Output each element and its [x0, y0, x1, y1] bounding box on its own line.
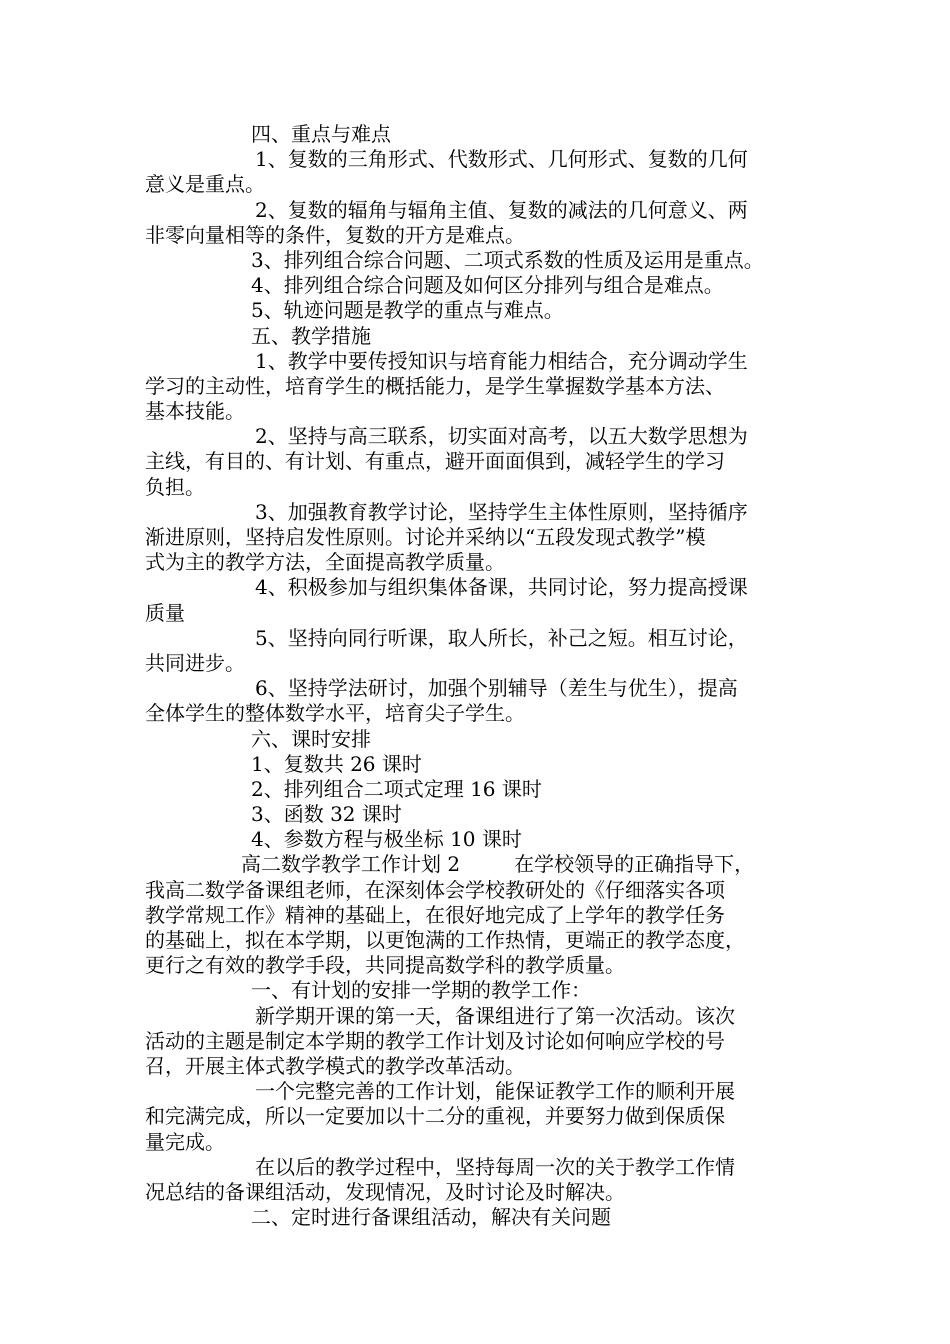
paragraph-line: 更行之有效的教学手段，共同提高数学科的教学质量。 — [145, 953, 625, 978]
paragraph-text: 在学校领导的正确指导下， — [514, 852, 755, 877]
document-body — [145, 122, 820, 1230]
paragraph-line: 基本技能。 — [145, 399, 245, 424]
paragraph-line: 活动的主题是制定本学期的教学工作计划及讨论如何响应学校的号 — [145, 1028, 725, 1053]
section-heading: 五、教学措施 — [251, 323, 371, 348]
paragraph-line: 量完成。 — [145, 1129, 225, 1154]
paragraph-line: 主线，有目的、有计划、有重点，避开面面俱到，减轻学生的学习 — [145, 449, 725, 474]
paragraph-line: 式为主的教学方法，全面提高教学质量。 — [145, 550, 505, 575]
paragraph-line: 新学期开课的第一天，备课组进行了第一次活动。该次 — [255, 1003, 735, 1028]
paragraph-line: 5、坚持向同行听课，取人所长，补己之短。相互讨论， — [255, 625, 748, 650]
plan-title: 高二数学教学工作计划 2 — [241, 852, 461, 877]
paragraph-line: 2、坚持与高三联系，切实面对高考，以五大数学思想为 — [255, 424, 748, 449]
paragraph-line: 2、排列组合二项式定理 16 课时 — [251, 776, 542, 801]
plan-title-line — [145, 852, 820, 877]
paragraph-line: 1、复数共 26 课时 — [251, 751, 422, 776]
section-heading: 六、课时安排 — [251, 726, 371, 751]
paragraph-line: 渐进原则，坚持启发性原则。讨论并采纳以“五段发现式教学”模 — [145, 525, 706, 549]
paragraph-line: 共同进步。 — [145, 650, 245, 675]
paragraph-line: 召，开展主体式教学模式的教学改革活动。 — [145, 1053, 525, 1078]
paragraph-line: 4、积极参加与组织集体备课，共同讨论，努力提高授课 — [255, 575, 748, 600]
paragraph-line: 3、加强教育教学讨论，坚持学生主体性原则，坚持循序 — [255, 499, 748, 524]
paragraph-line: 负担。 — [145, 474, 205, 499]
section-heading: 一、有计划的安排一学期的教学工作： — [251, 978, 591, 1003]
paragraph-line: 一个完整完善的工作计划，能保证教学工作的顺利开展 — [255, 1079, 735, 1104]
paragraph-line: 学习的主动性，培育学生的概括能力，是学生掌握数学基本方法、 — [145, 373, 725, 398]
paragraph-line: 2、复数的辐角与辐角主值、复数的减法的几何意义、两 — [255, 197, 748, 222]
paragraph-line: 质量 — [145, 600, 185, 625]
paragraph-line: 3、排列组合综合问题、二项式系数的性质及运用是重点。 — [251, 247, 764, 272]
paragraph-line: 6、坚持学法研讨，加强个别辅导（差生与优生），提高 — [255, 676, 738, 701]
paragraph-line: 和完满完成，所以一定要加以十二分的重视，并要努力做到保质保 — [145, 1104, 725, 1129]
paragraph-line: 3、函数 32 课时 — [251, 802, 402, 827]
paragraph-line: 的基础上，拟在本学期，以更饱满的工作热情，更端正的教学态度， — [145, 928, 745, 952]
paragraph-line: 教学常规工作》精神的基础上，在很好地完成了上学年的教学任务 — [145, 902, 725, 927]
paragraph-line: 5、轨迹问题是教学的重点与难点。 — [251, 298, 564, 323]
paragraph-line: 况总结的备课组活动，发现情况，及时讨论及时解决。 — [145, 1179, 625, 1204]
section-heading: 四、重点与难点 — [251, 122, 391, 146]
paragraph-line: 在以后的教学过程中，坚持每周一次的关于教学工作情 — [255, 1154, 735, 1179]
paragraph-line: 4、参数方程与极坐标 10 课时 — [251, 827, 522, 852]
section-heading: 二、定时进行备课组活动，解决有关问题 — [251, 1205, 611, 1230]
paragraph-line: 1、复数的三角形式、代数形式、几何形式、复数的几何 — [255, 147, 748, 172]
paragraph-line: 非零向量相等的条件，复数的开方是难点。 — [145, 222, 525, 247]
paragraph-line: 1、教学中要传授知识与培育能力相结合，充分调动学生 — [255, 348, 748, 373]
paragraph-line: 我高二数学备课组老师，在深刻体会学校教研处的《仔细落实各项 — [145, 877, 725, 902]
paragraph-line: 意义是重点。 — [145, 172, 265, 197]
paragraph-line: 全体学生的整体数学水平，培育尖子学生。 — [145, 701, 525, 726]
paragraph-line: 4、排列组合综合问题及如何区分排列与组合是难点。 — [251, 273, 724, 298]
